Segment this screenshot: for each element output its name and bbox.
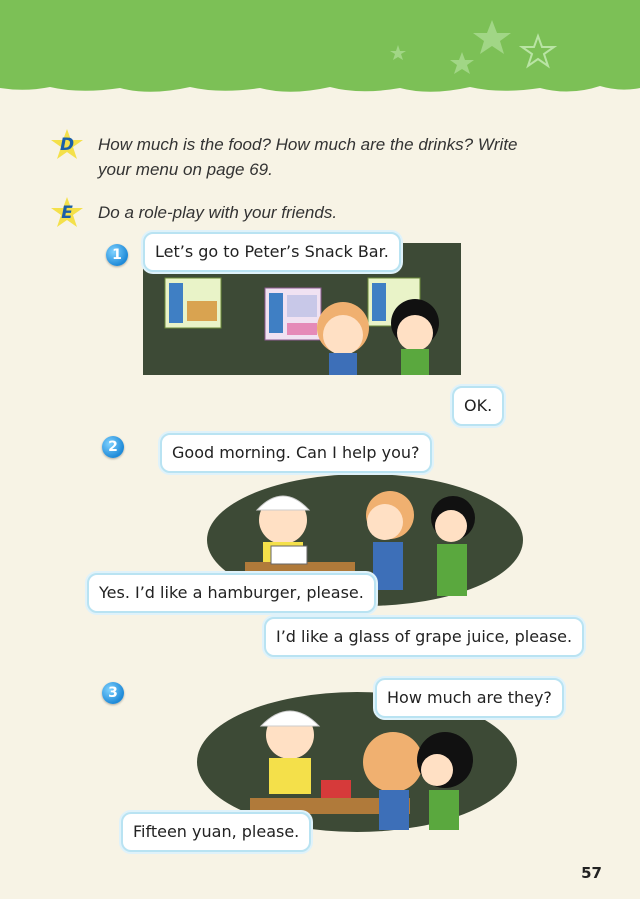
task-text-line: Do a role-play with your friends. [98,203,338,222]
task-badge [50,128,84,162]
page-header-banner [0,0,640,100]
menu-icon [271,546,307,564]
task-badge [50,196,84,230]
speech-bubble: I’d like a glass of grape juice, please. [264,617,584,657]
task-text-line: your menu on page 69. [98,160,273,179]
food-icon [321,780,351,798]
speech-bubble: OK. [452,386,504,426]
dialogue-number: 2 [102,436,124,458]
speech-bubble: Good morning. Can I help you? [160,433,432,473]
speech-bubble: Yes. I’d like a hamburger, please. [87,573,376,613]
page-number: 57 [581,864,602,882]
speech-bubble: Let’s go to Peter’s Snack Bar. [143,232,401,272]
task-text [98,128,518,182]
speech-bubble: Fifteen yuan, please. [121,812,311,852]
task-e [50,196,337,230]
speech-bubble: How much are they? [375,678,564,718]
task-badge-letter: D [59,135,75,155]
dialogue-number: 3 [102,682,124,704]
dialogue-number: 1 [106,244,128,266]
task-text-line: How much is the food? How much are the drinks? Write [98,135,518,154]
task-text [98,196,337,225]
task-d [50,128,518,182]
task-badge-letter: E [61,203,73,223]
